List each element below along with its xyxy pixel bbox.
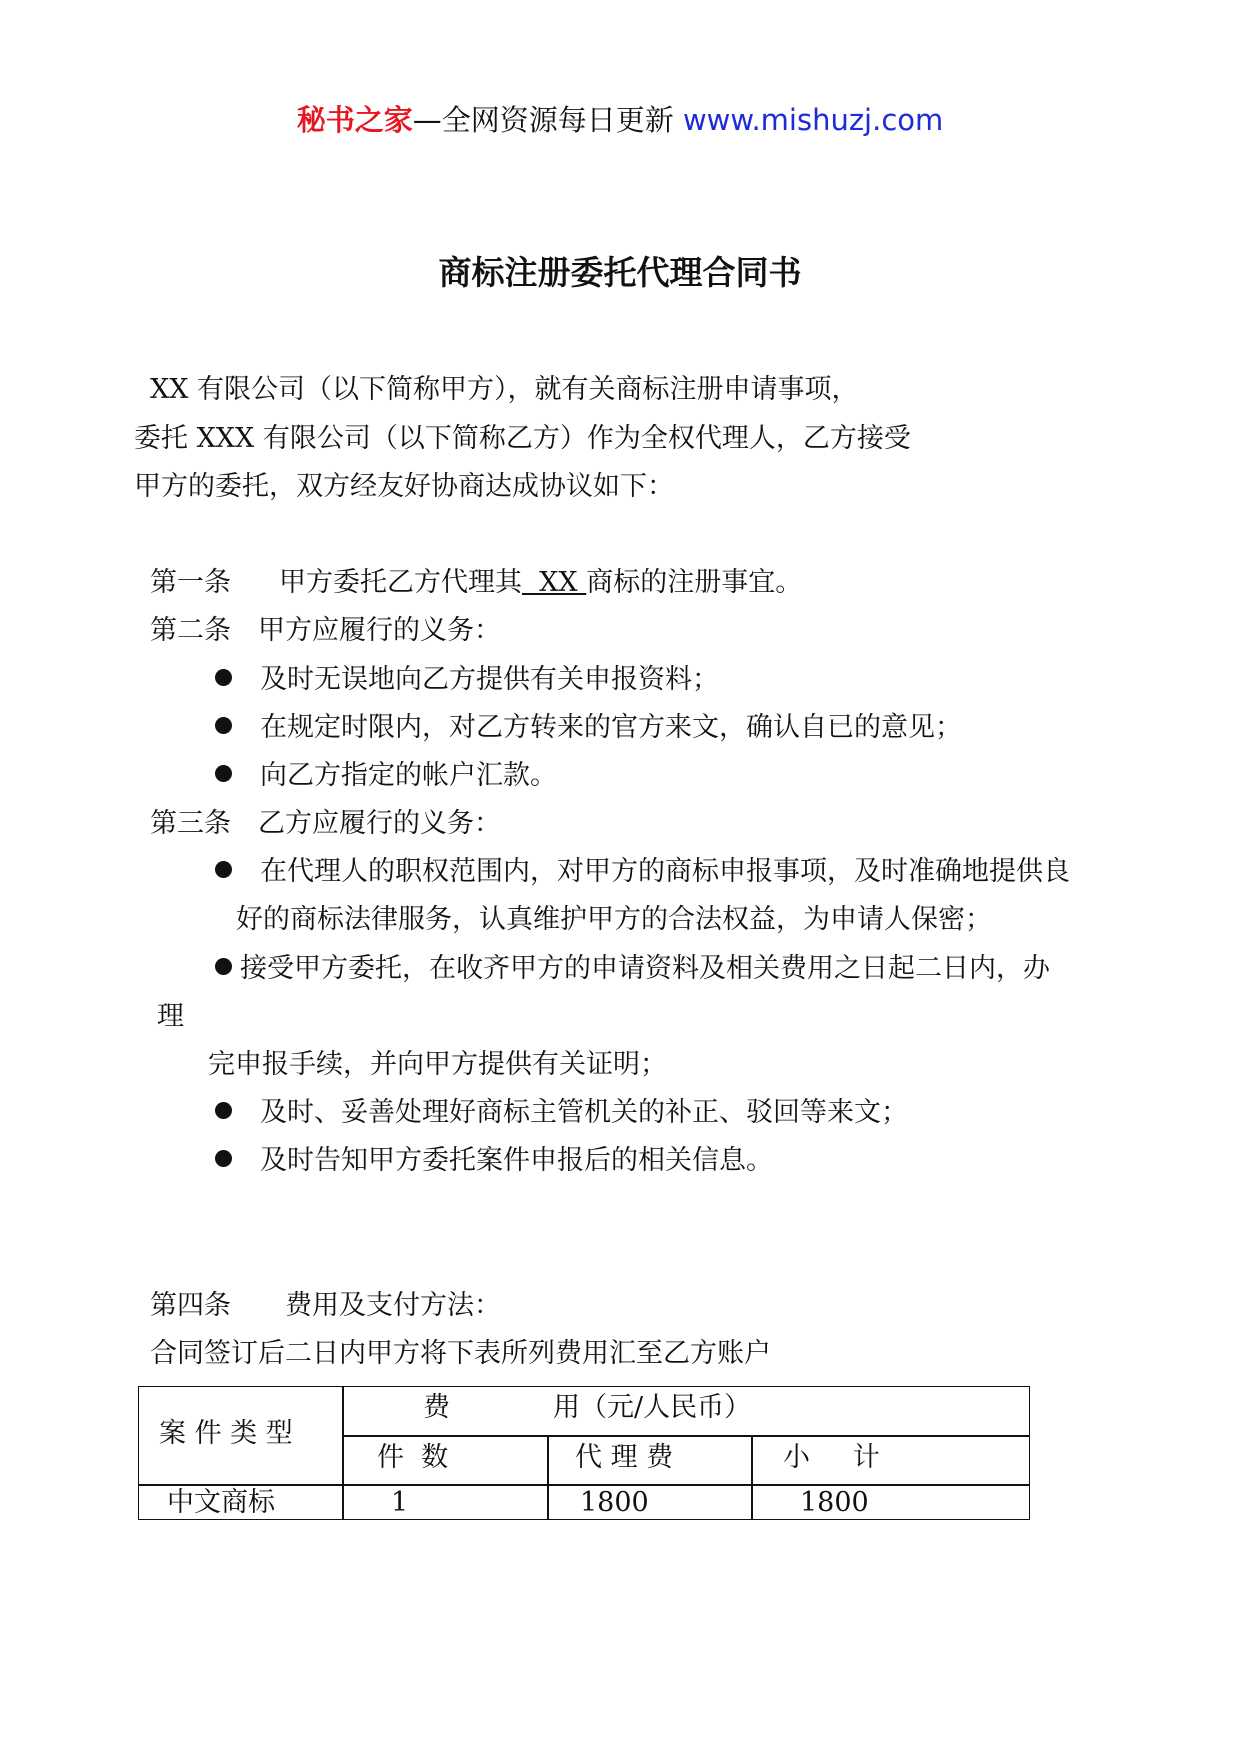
header-slogan: —全网资源每日更新 [412,103,674,137]
article-1-text-after: 商标的注册事宜。 [586,567,803,598]
list-item: 接受甲方委托，在收齐甲方的申请资料及相关费用之日起二日内，办 [215,951,1050,987]
list-item: 及时告知甲方委托案件申报后的相关信息。 [215,1143,773,1179]
article-1-text-before: 甲方委托乙方代理其 [279,567,522,598]
agency-fee-column-header: 代 理 费 [575,1442,674,1473]
list-item-continuation: 理 [157,1001,184,1032]
subtotal-column-header: 小 计 [783,1442,880,1473]
article-1-label: 第一条 [150,567,231,598]
fee-table [138,1386,1030,1520]
list-item-continuation: 完申报手续，并向甲方提供有关证明； [208,1049,667,1080]
article-1-underlined-name: XX [522,567,587,598]
intro-line-2: 委托 XXX 有限公司（以下简称乙方）作为全权代理人，乙方接受 [134,423,911,454]
list-item: 及时无误地向乙方提供有关申报资料； [215,662,719,698]
site-header [0,100,1240,140]
fee-header-left: 费 [423,1392,450,1423]
bullet-icon [215,861,232,878]
list-item-continuation: 好的商标法律服务，认真维护甲方的合法权益，为申请人保密； [236,904,992,935]
article-4-heading [150,1288,501,1324]
table-divider [751,1435,753,1519]
article-1 [150,565,802,601]
list-item: 在规定时限内，对乙方转来的官方来文，确认自已的意见； [215,710,962,746]
table-divider [342,1435,1029,1437]
brand-name: 秘书之家 [296,103,413,137]
article-3-heading [150,806,501,842]
article-2-heading [150,613,501,649]
bullet-icon [215,669,232,686]
article-4-note: 合同签订后二日内甲方将下表所列费用汇至乙方账户 [150,1338,771,1369]
bullet-icon [215,717,232,734]
case-type-header: 案 件 类 型 [159,1418,293,1449]
article-2-label: 第二条 [150,615,231,646]
article-4-heading-text: 费用及支付方法： [285,1290,501,1321]
document-title: 商标注册委托代理合同书 [438,253,802,292]
intro-line-1: XX 有限公司（以下简称甲方），就有关商标注册申请事项， [150,374,859,405]
list-item: 向乙方指定的帐户汇款。 [215,758,557,794]
bullet-icon [215,765,232,782]
count-column-header: 件 数 [377,1442,449,1473]
article-3-label: 第三条 [150,808,231,839]
article-3-heading-text: 乙方应履行的义务： [258,808,501,839]
site-url-link[interactable]: www.mishuzj.com [682,103,944,137]
table-row-subtotal: 1800 [800,1487,869,1518]
article-2-heading-text: 甲方应履行的义务： [258,615,501,646]
table-divider [547,1435,549,1519]
list-item: 及时、妥善处理好商标主管机关的补正、驳回等来文； [215,1095,908,1131]
bullet-icon [215,1150,232,1167]
table-divider [342,1387,344,1519]
fee-header-right: 用（元/人民币） [553,1392,752,1423]
bullet-icon [215,1102,232,1119]
list-item: 在代理人的职权范围内，对甲方的商标申报事项，及时准确地提供良 [215,854,1070,890]
article-4-label: 第四条 [150,1290,231,1321]
bullet-icon [215,958,232,975]
table-row-count: 1 [391,1487,409,1518]
intro-line-3: 甲方的委托，双方经友好协商达成协议如下： [134,471,674,502]
table-row-agency-fee: 1800 [580,1487,649,1518]
table-row-case-type: 中文商标 [167,1487,275,1518]
